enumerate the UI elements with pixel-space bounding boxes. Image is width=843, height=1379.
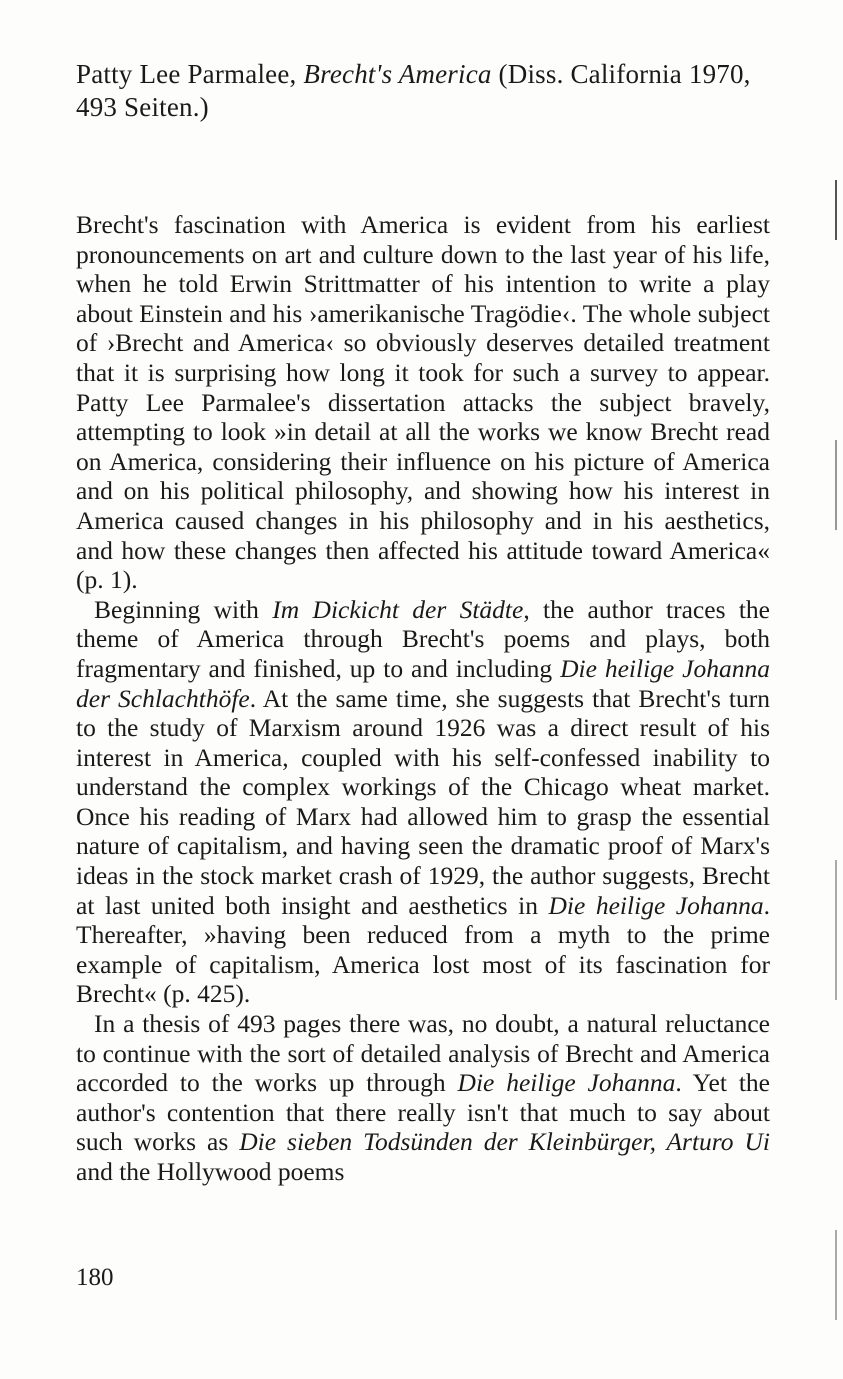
paragraph-2-text: . At the same time, she suggests that Brecht's turn to the study of Marxism around 1926 was a direct result of his interest in America, coupled with his self-confessed inability to understand the complex workings of the Chicago wheat market. Once his reading of Marx had allowed him to grasp the essential nature of capitalism, and having seen the dramatic proof of Marx's ideas in the stock market crash of 1929, the author suggests, Brecht at last united both insight and aesthetics in	[76, 683, 771, 920]
work-title: Die heilige Johanna	[457, 1068, 676, 1098]
scan-edge-mark	[835, 440, 837, 530]
work-title: Die heilige Johanna der Schlachthöfe	[76, 653, 771, 713]
paragraph-2-text: . Thereafter, »having been reduced from a myth to the prime example of capitalism, America lost most of its fascination for Brecht« (p. 425).	[76, 890, 771, 1009]
scan-edge-mark	[835, 860, 837, 1000]
work-title: Im Dickicht der Städte	[272, 594, 524, 624]
work-title: Die sieben Todsünden der Kleinbürger, Arturo Ui	[239, 1127, 770, 1157]
header-details: (Diss. California 1970, 493 Seiten.)	[76, 59, 751, 122]
review-header	[76, 58, 776, 124]
paragraph-3-text: . Yet the author's contention that there really isn't that much to say about such works as	[76, 1068, 770, 1157]
scan-edge-mark	[835, 1230, 837, 1320]
header-book-title: Brecht's America	[303, 59, 492, 89]
work-title: Die heilige Johanna	[548, 890, 764, 920]
header-author: Patty Lee Parmalee,	[76, 59, 304, 89]
review-body	[76, 210, 770, 1187]
paragraph-3	[76, 1009, 770, 1187]
page-number: 180	[76, 1264, 114, 1291]
paragraph-1: Brecht's fascination with America is evident from his earliest pronouncements on art and culture down to the last year of his life, when he told Erwin Strittmatter of his intention to write a play about Einstein and his ›amerikanische Tragödie‹. The whole subject of ›Brecht and America‹ so obviously deserves detailed treatment that it is surprising how long it took for such a survey to appear. Patty Lee Parmalee's dissertation attacks the subject bravely, attempting to look »in detail at all the works we know Brecht read on America, considering their influence on his picture of America and on his political philosophy, and showing how his interest in America caused changes in his philosophy and in his aesthetics, and how these changes then affected his attitude toward America« (p. 1).	[76, 210, 770, 595]
paragraph-3-text: and the Hollywood poems	[76, 1157, 345, 1186]
paragraph-2-text: , the author traces the theme of America through Brecht's poems and plays, both fragmentary and finished, up to and including	[76, 594, 770, 683]
scan-edge-mark	[835, 180, 837, 240]
paragraph-3-text: In a thesis of 493 pages there was, no doubt, a natural reluctance to continue with the sort of detailed analysis of Brecht and America accorded to the works up through	[76, 1009, 770, 1098]
paragraph-2	[76, 595, 770, 1009]
paragraph-2-text: Beginning with	[94, 594, 273, 624]
